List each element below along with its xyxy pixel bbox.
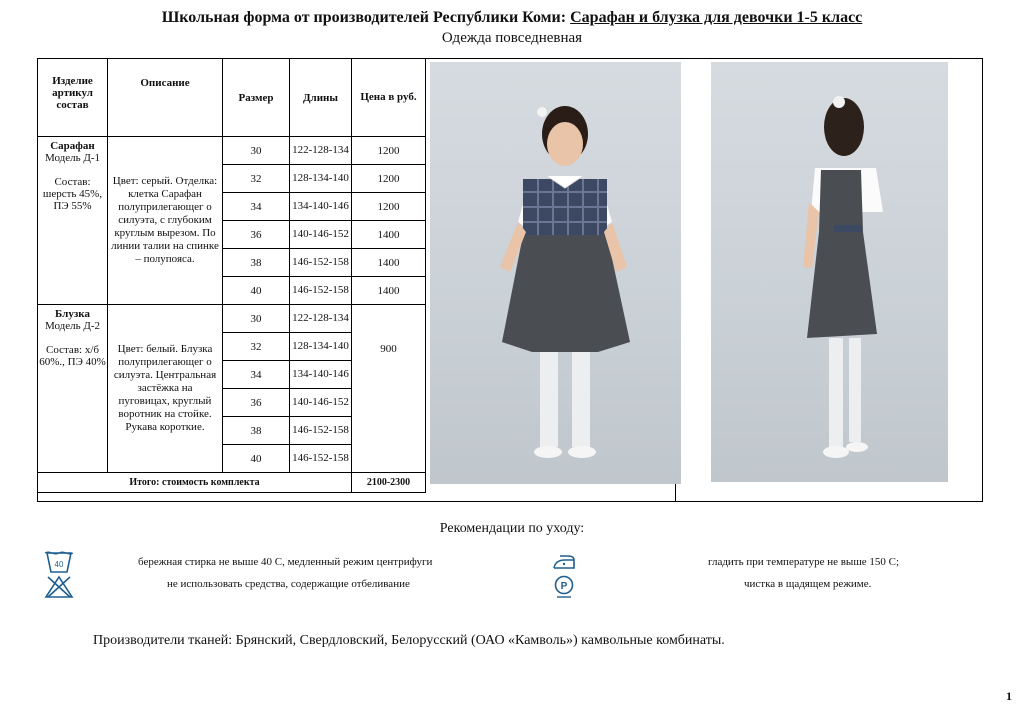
size-cell: 34 — [223, 193, 290, 221]
price-cell: 1400 — [352, 221, 426, 249]
size-cell: 38 — [223, 249, 290, 277]
page-subtitle: Одежда повседневная — [441, 30, 583, 46]
price-cell: 900 — [352, 305, 426, 473]
page-number: 1 — [1006, 689, 1012, 703]
size-cell: 40 — [223, 445, 290, 473]
col-header-item: Изделие артикул состав — [38, 59, 108, 137]
item-blouse: Блузка Модель Д-2 Состав: х/б 60%., ПЭ 40% — [38, 305, 108, 473]
total-label: Итого: стоимость комплекта — [38, 473, 352, 493]
item-sarafan: Сарафан Модель Д-1 Состав: шерсть 45%, ПЭ 55% — [38, 137, 108, 305]
svg-text:P: P — [560, 581, 568, 592]
care-title: Рекомендации по уходу: — [439, 521, 585, 536]
iron-icon — [551, 552, 577, 572]
item-description: Цвет: серый. Отделка: клетка Сарафан полуприлегающег о силуэта, с глубоким круглым вырезом. По линии талии на спинке – полупояса. — [108, 137, 223, 305]
price-cell: 1200 — [352, 137, 426, 165]
page-title: Школьная форма от производителей Республики Коми: Сарафан и блузка для девочки 1-5 класс — [161, 9, 863, 26]
divider-line — [675, 484, 676, 502]
table-row — [38, 305, 426, 333]
length-cell: 128-134-140 — [290, 333, 352, 361]
length-cell: 122-128-134 — [290, 305, 352, 333]
col-header-size: Размер — [223, 59, 290, 137]
no-bleach-icon — [44, 575, 74, 599]
photo-back-view — [711, 62, 948, 482]
length-cell: 134-140-146 — [290, 361, 352, 389]
photo-front-view — [430, 62, 681, 484]
fabric-makers: Производители тканей: Брянский, Свердловский, Белорусский (ОАО «Камволь») камвольные комбинаты. — [93, 633, 725, 648]
care-bleach-text: не использовать средства, содержащие отбеливание — [167, 578, 410, 590]
care-wash-text: бережная стирка не выше 40 С, медленный режим центрифуги — [138, 556, 433, 568]
size-cell: 32 — [223, 333, 290, 361]
dry-clean-icon — [553, 575, 575, 599]
size-cell: 36 — [223, 389, 290, 417]
length-cell: 140-146-152 — [290, 389, 352, 417]
length-cell: 128-134-140 — [290, 165, 352, 193]
size-cell: 38 — [223, 417, 290, 445]
col-header-description: Описание — [108, 59, 223, 137]
size-cell: 34 — [223, 361, 290, 389]
total-value: 2100-2300 — [352, 473, 426, 493]
product-table — [37, 58, 426, 493]
table-row — [38, 137, 426, 165]
col-header-length: Длины — [290, 59, 352, 137]
length-cell: 122-128-134 — [290, 137, 352, 165]
length-cell: 146-152-158 — [290, 417, 352, 445]
price-cell: 1400 — [352, 249, 426, 277]
size-cell: 30 — [223, 137, 290, 165]
length-cell: 146-152-158 — [290, 445, 352, 473]
price-cell: 1200 — [352, 165, 426, 193]
length-cell: 134-140-146 — [290, 193, 352, 221]
length-cell: 146-152-158 — [290, 249, 352, 277]
svg-text:40: 40 — [54, 560, 64, 569]
wash-40-icon — [44, 549, 74, 575]
total-row — [38, 473, 426, 493]
price-cell: 1400 — [352, 277, 426, 305]
size-cell: 36 — [223, 221, 290, 249]
care-dryclean-text: чистка в щадящем режиме. — [744, 578, 872, 590]
item-description: Цвет: белый. Блузка полуприлегающег о силуэта. Центральная застёжка на пуговицах, круглый воротник на стойке. Рукава короткие. — [108, 305, 223, 473]
size-cell: 40 — [223, 277, 290, 305]
care-iron-text: гладить при температуре не выше 150 С; — [708, 556, 900, 568]
size-cell: 32 — [223, 165, 290, 193]
col-header-price: Цена в руб. — [352, 59, 426, 137]
length-cell: 140-146-152 — [290, 221, 352, 249]
length-cell: 146-152-158 — [290, 277, 352, 305]
price-cell: 1200 — [352, 193, 426, 221]
size-cell: 30 — [223, 305, 290, 333]
